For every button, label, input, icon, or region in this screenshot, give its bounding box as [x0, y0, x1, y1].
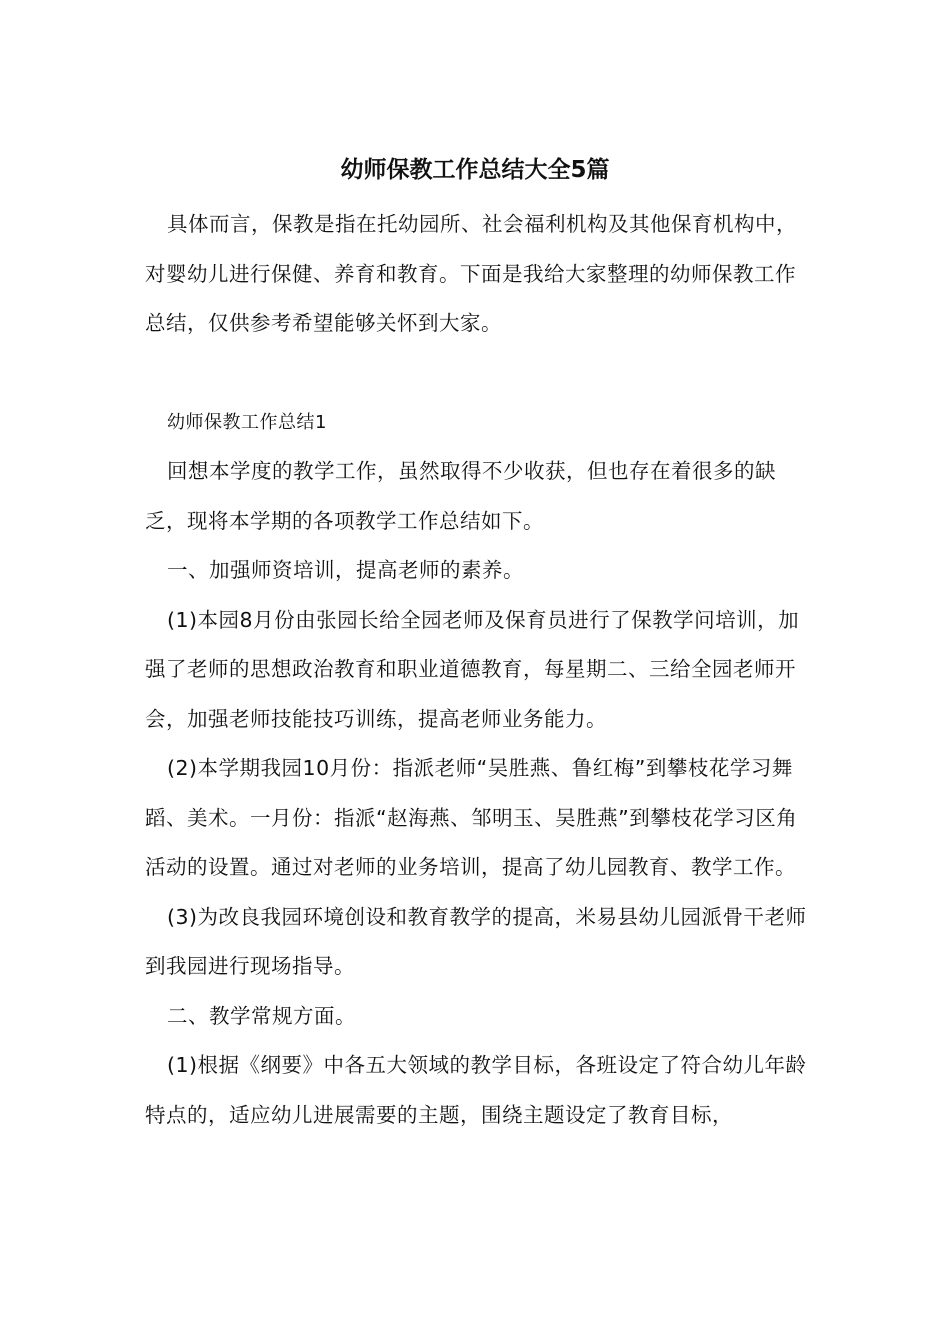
- paragraph: 一、加强师资培训，提高老师的素养。: [167, 558, 524, 582]
- paragraph: (3)为改良我园环境创设和教育教学的提高，米易县幼儿园派骨干老师到我园进行现场指导。: [145, 904, 807, 978]
- document-title: 幼师保教工作总结大全5篇: [340, 157, 610, 183]
- paragraph: (1)本园8月份由张园长给全园老师及保育员进行了保教学问培训，加强了老师的思想政治教育和职业道德教育，每星期二、三给全园老师开会，加强老师技能技巧训练，提高老师业务能力。: [145, 607, 800, 731]
- paragraph: 二、教学常规方面。: [167, 1003, 356, 1028]
- paragraph: (2)本学期我园10月份：指派老师“吴胜燕、鲁红梅”到攀枝花学习舞蹈、美术。一月份：指派“赵海燕、邹明玉、吴胜燕”到攀枝花学习区角活动的设置。通过对老师的业务培训，提高了幼儿园教育、教学工作。: [145, 756, 798, 879]
- spacer: [145, 349, 810, 398]
- document-body: [145, 200, 810, 1140]
- paragraph: (1)根据《纲要》中各五大领域的教学目标，各班设定了符合幼儿年龄特点的，适应幼儿进展需要的主题，围绕主题设定了教育目标，: [145, 1053, 807, 1127]
- intro-paragraph: 具体而言，保教是指在托幼园所、社会福利机构及其他保育机构中，对婴幼儿进行保健、养育和教育。下面是我给大家整理的幼师保教工作总结，仅供参考希望能够关怀到大家。: [145, 212, 797, 335]
- paragraph: 回想本学度的教学工作，虽然取得不少收获，但也存在着很多的缺乏，现将本学期的各项教学工作总结如下。: [145, 459, 776, 533]
- section-heading: 幼师保教工作总结1: [167, 411, 327, 433]
